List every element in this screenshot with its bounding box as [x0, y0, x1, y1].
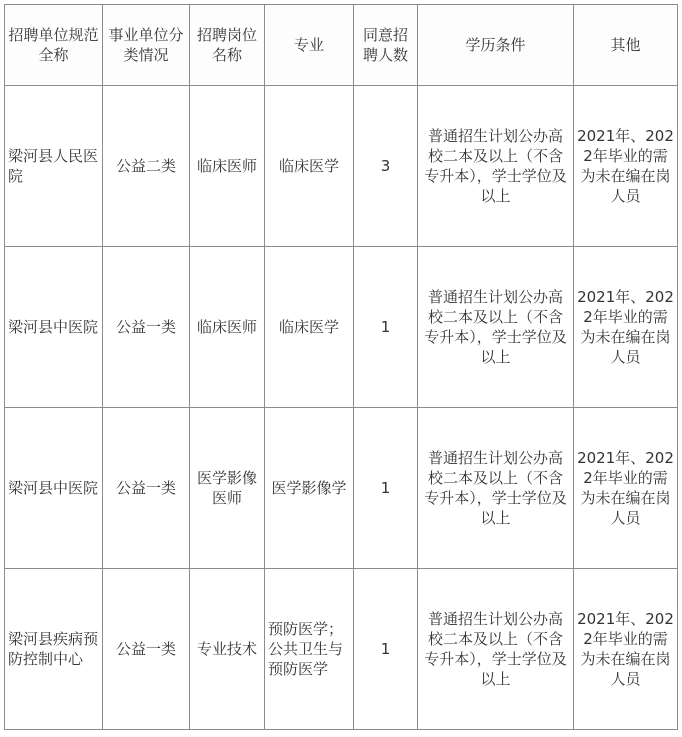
- cell-education: 普通招生计划公办高校二本及以上（不含专升本），学士学位及以上: [418, 86, 574, 247]
- cell-other: 2021年、2022年毕业的需为未在编在岗人员: [574, 408, 678, 569]
- cell-education: 普通招生计划公办高校二本及以上（不含专升本），学士学位及以上: [418, 408, 574, 569]
- cell-category: 公益二类: [103, 86, 190, 247]
- cell-major: 临床医学: [265, 86, 354, 247]
- cell-position: 专业技术: [190, 569, 265, 730]
- cell-count: 1: [354, 408, 418, 569]
- cell-category: 公益一类: [103, 247, 190, 408]
- header-major: 专业: [265, 5, 354, 86]
- cell-other: 2021年、2022年毕业的需为未在编在岗人员: [574, 247, 678, 408]
- cell-other: 2021年、2022年毕业的需为未在编在岗人员: [574, 569, 678, 730]
- cell-unit: 梁河县中医院: [5, 408, 103, 569]
- cell-unit: 梁河县中医院: [5, 247, 103, 408]
- cell-education: 普通招生计划公办高校二本及以上（不含专升本），学士学位及以上: [418, 569, 574, 730]
- header-position: 招聘岗位名称: [190, 5, 265, 86]
- cell-category: 公益一类: [103, 408, 190, 569]
- cell-major: 医学影像学: [265, 408, 354, 569]
- table-row: [5, 86, 678, 247]
- header-other: 其他: [574, 5, 678, 86]
- recruitment-table: [4, 4, 678, 730]
- cell-education: 普通招生计划公办高校二本及以上（不含专升本），学士学位及以上: [418, 247, 574, 408]
- header-count: 同意招聘人数: [354, 5, 418, 86]
- table-row: [5, 569, 678, 730]
- cell-unit: 梁河县疾病预防控制中心: [5, 569, 103, 730]
- cell-position: 临床医师: [190, 247, 265, 408]
- cell-position: 医学影像医师: [190, 408, 265, 569]
- cell-count: 3: [354, 86, 418, 247]
- header-unit: 招聘单位规范全称: [5, 5, 103, 86]
- table-row: [5, 247, 678, 408]
- header-row: [5, 5, 678, 86]
- table-body: [5, 86, 678, 730]
- cell-category: 公益一类: [103, 569, 190, 730]
- header-education: 学历条件: [418, 5, 574, 86]
- cell-count: 1: [354, 569, 418, 730]
- cell-major: 临床医学: [265, 247, 354, 408]
- cell-position: 临床医师: [190, 86, 265, 247]
- cell-other: 2021年、2022年毕业的需为未在编在岗人员: [574, 86, 678, 247]
- cell-major: 预防医学；公共卫生与预防医学: [265, 569, 354, 730]
- header-category: 事业单位分类情况: [103, 5, 190, 86]
- table-row: [5, 408, 678, 569]
- table-header: [5, 5, 678, 86]
- cell-count: 1: [354, 247, 418, 408]
- cell-unit: 梁河县人民医院: [5, 86, 103, 247]
